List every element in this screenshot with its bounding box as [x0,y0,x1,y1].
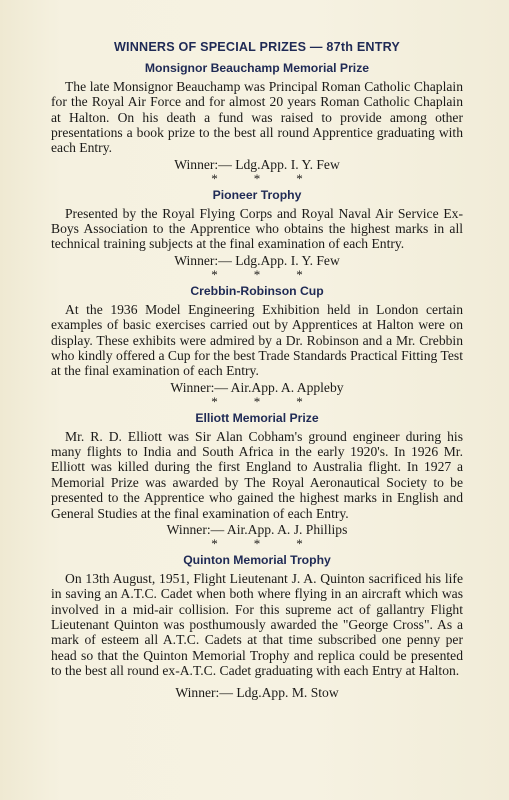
prize-winner: Winner:— Air.App. A. J. Phillips [166,521,348,537]
prize-section-elliott [51,411,463,551]
prize-heading: Monsignor Beauchamp Memorial Prize [144,61,370,76]
prize-heading: Elliott Memorial Prize [195,411,319,426]
prize-section-beauchamp [51,61,463,186]
prize-winner: Winner:— Ldg.App. I. Y. Few [174,252,340,268]
prize-heading: Crebbin-Robinson Cup [190,284,324,299]
prize-description: Presented by the Royal Flying Corps and Royal Naval Air Service Ex-Boys Association to the Apprentice who obtains the highest marks in all technical training subjects at the final examination of each Entry. [51,205,463,252]
prize-winner: Winner:— Ldg.App. I. Y. Few [174,156,340,172]
section-separator: *** [211,171,339,187]
prize-section-pioneer [51,188,463,282]
prize-description: On 13th August, 1951, Flight Lieutenant J. A. Quinton sacrificed his life in saving an A.T.C. Cadet when both where flying in an aircraft which was involved in a mid-air collision. For this supreme act of gallantry Flight Lieutenant Quinton was posthumously awarded the "George Cross". As a mark of esteem all A.T.C. Cadets at that time subscribed one penny per head so that the Quinton Memorial Trophy and replica could be presented to the best all round ex-A.T.C. Cadet graduating with each Entry at Halton. [51,570,463,679]
section-separator: *** [211,536,339,552]
prize-description: At the 1936 Model Engineering Exhibition held in London certain examples of basic exercises carried out by Apprentices at Halton were on display. These exhibits were admired by a Dr. Robinson and a Mr. Crebbin who kindly offered a Cup for the best Trade Standards Practical Fitting Test at the final examination of each Entry. [51,301,463,379]
prize-winner: Winner:— Ldg.App. M. Stow [175,684,339,700]
prize-winner: Winner:— Air.App. A. Appleby [170,379,344,395]
prize-heading: Quinton Memorial Trophy [183,553,331,568]
prize-heading: Pioneer Trophy [212,188,302,203]
prize-section-crebbin-robinson [51,284,463,409]
page-title: WINNERS OF SPECIAL PRIZES — 87th ENTRY [113,40,401,54]
prize-description: Mr. R. D. Elliott was Sir Alan Cobham's ground engineer during his many flights to India and South Africa in the early 1920's. In 1926 Mr. Elliott was killed during the first England to Australia flight. In 1927 a Memorial Prize was awarded by The Royal Aeronautical Society to be presented to the Apprentice who gained the highest marks in English and General Studies at the final examination of each Entry. [51,428,463,521]
section-separator: *** [211,394,339,410]
prize-description: The late Monsignor Beauchamp was Principal Roman Catholic Chaplain for the Royal Air Force and for almost 20 years Roman Catholic Chaplain at Halton. On his death a fund was raised to provide among other presentations a book prize to the best all round Apprentice graduating with each Entry. [51,78,463,156]
section-separator: *** [211,267,339,283]
prize-section-quinton [51,553,463,700]
page-content [51,40,463,702]
